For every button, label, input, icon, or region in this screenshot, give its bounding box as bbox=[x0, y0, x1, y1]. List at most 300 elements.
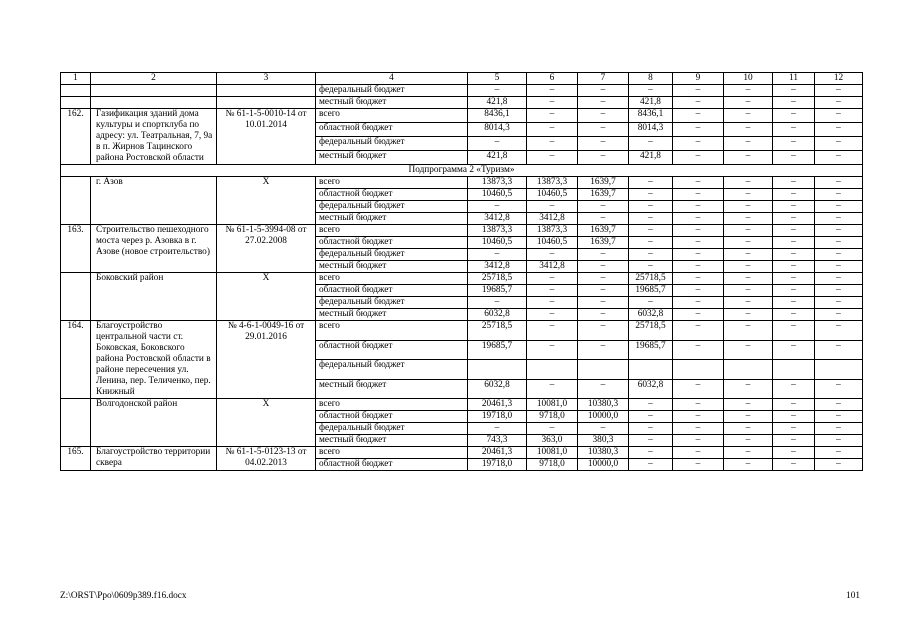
value-cell: – bbox=[724, 459, 773, 471]
table-row bbox=[61, 399, 863, 411]
value-cell: 13873,3 bbox=[468, 225, 527, 237]
value-cell: – bbox=[673, 447, 724, 459]
value-cell: – bbox=[815, 189, 863, 201]
column-number-10: 10 bbox=[724, 73, 773, 85]
value-cell: – bbox=[673, 379, 724, 399]
value-cell: – bbox=[578, 97, 629, 109]
value-cell: 363,0 bbox=[527, 435, 578, 447]
value-cell: – bbox=[773, 459, 815, 471]
value-cell: – bbox=[527, 123, 578, 137]
value-cell: – bbox=[815, 177, 863, 189]
value-cell: – bbox=[724, 273, 773, 285]
value-cell: – bbox=[724, 151, 773, 165]
value-cell: – bbox=[773, 411, 815, 423]
subprogram-row bbox=[61, 165, 863, 177]
value-cell: 19685,7 bbox=[629, 340, 673, 360]
value-cell: – bbox=[724, 123, 773, 137]
value-cell: – bbox=[673, 177, 724, 189]
value-cell: – bbox=[527, 321, 578, 341]
value-cell: – bbox=[527, 109, 578, 123]
value-cell: – bbox=[815, 459, 863, 471]
value-cell: 421,8 bbox=[468, 97, 527, 109]
number-cell bbox=[61, 97, 91, 109]
funding-source-cell: всего bbox=[316, 321, 468, 341]
value-cell: – bbox=[724, 85, 773, 97]
value-cell: – bbox=[673, 97, 724, 109]
funding-source-cell: местный бюджет bbox=[316, 261, 468, 273]
value-cell: 6032,8 bbox=[468, 309, 527, 321]
table-row bbox=[61, 273, 863, 285]
funding-source-cell: всего bbox=[316, 447, 468, 459]
value-cell: – bbox=[578, 321, 629, 341]
funding-source-cell: федеральный бюджет bbox=[316, 249, 468, 261]
value-cell: 25718,5 bbox=[468, 321, 527, 341]
value-cell: 8436,1 bbox=[629, 109, 673, 123]
value-cell: – bbox=[815, 447, 863, 459]
value-cell: – bbox=[724, 297, 773, 309]
value-cell: – bbox=[468, 137, 527, 151]
value-cell: – bbox=[724, 237, 773, 249]
document-cell bbox=[217, 97, 316, 109]
value-cell: – bbox=[773, 123, 815, 137]
value-cell: – bbox=[815, 340, 863, 360]
value-cell: – bbox=[527, 201, 578, 213]
funding-source-cell: областной бюджет bbox=[316, 123, 468, 137]
funding-source-cell: областной бюджет bbox=[316, 411, 468, 423]
value-cell: 6032,8 bbox=[629, 379, 673, 399]
table-body bbox=[61, 73, 863, 471]
value-cell: – bbox=[773, 423, 815, 435]
column-number-12: 12 bbox=[815, 73, 863, 85]
footer-page-number: 101 bbox=[846, 591, 860, 601]
value-cell: – bbox=[773, 109, 815, 123]
value-cell: – bbox=[578, 249, 629, 261]
value-cell: – bbox=[815, 123, 863, 137]
value-cell: – bbox=[773, 97, 815, 109]
value-cell: – bbox=[673, 213, 724, 225]
value-cell: – bbox=[773, 137, 815, 151]
value-cell: – bbox=[724, 261, 773, 273]
value-cell: – bbox=[629, 213, 673, 225]
value-cell: – bbox=[724, 225, 773, 237]
value-cell: 25718,5 bbox=[629, 321, 673, 341]
value-cell: – bbox=[673, 411, 724, 423]
document-x-cell: Х bbox=[217, 177, 316, 225]
value-cell: – bbox=[815, 261, 863, 273]
value-cell: 1639,7 bbox=[578, 189, 629, 201]
value-cell: 10380,3 bbox=[578, 447, 629, 459]
document-x-cell: Х bbox=[217, 273, 316, 321]
value-cell: – bbox=[527, 137, 578, 151]
funding-source-cell: федеральный бюджет bbox=[316, 297, 468, 309]
value-cell: – bbox=[815, 273, 863, 285]
value-cell: – bbox=[815, 321, 863, 341]
value-cell: – bbox=[773, 189, 815, 201]
value-cell: – bbox=[468, 85, 527, 97]
value-cell: 8014,3 bbox=[468, 123, 527, 137]
value-cell: – bbox=[578, 85, 629, 97]
value-cell: – bbox=[724, 399, 773, 411]
value-cell: 1639,7 bbox=[578, 177, 629, 189]
value-cell: – bbox=[773, 177, 815, 189]
column-number-3: 3 bbox=[217, 73, 316, 85]
value-cell: – bbox=[724, 411, 773, 423]
value-cell: 380,3 bbox=[578, 435, 629, 447]
value-cell bbox=[468, 360, 527, 380]
value-cell: – bbox=[629, 189, 673, 201]
column-number-9: 9 bbox=[673, 73, 724, 85]
value-cell: – bbox=[468, 297, 527, 309]
funding-source-cell: областной бюджет bbox=[316, 340, 468, 360]
value-cell: 743,3 bbox=[468, 435, 527, 447]
funding-source-cell: областной бюджет bbox=[316, 237, 468, 249]
value-cell: – bbox=[527, 151, 578, 165]
value-cell: – bbox=[815, 435, 863, 447]
funding-source-cell: всего bbox=[316, 273, 468, 285]
funding-source-cell: всего bbox=[316, 109, 468, 123]
object-name-cell: Строительство пешеходного моста через р. Азовка в г. Азове (новое строительство) bbox=[91, 225, 217, 273]
value-cell: – bbox=[629, 447, 673, 459]
value-cell: 19718,0 bbox=[468, 411, 527, 423]
value-cell: – bbox=[724, 201, 773, 213]
value-cell bbox=[527, 360, 578, 380]
value-cell: – bbox=[527, 379, 578, 399]
value-cell: – bbox=[773, 379, 815, 399]
value-cell: – bbox=[815, 151, 863, 165]
funding-source-cell: всего bbox=[316, 399, 468, 411]
value-cell: – bbox=[527, 273, 578, 285]
value-cell: 10460,5 bbox=[468, 237, 527, 249]
funding-source-cell: местный бюджет bbox=[316, 309, 468, 321]
column-number-6: 6 bbox=[527, 73, 578, 85]
value-cell: – bbox=[629, 85, 673, 97]
value-cell: – bbox=[673, 137, 724, 151]
value-cell: – bbox=[629, 249, 673, 261]
value-cell: – bbox=[629, 225, 673, 237]
value-cell: – bbox=[527, 423, 578, 435]
value-cell: – bbox=[527, 285, 578, 297]
value-cell: – bbox=[578, 261, 629, 273]
number-cell bbox=[61, 85, 91, 97]
value-cell: – bbox=[673, 435, 724, 447]
value-cell: 6032,8 bbox=[468, 379, 527, 399]
table-row bbox=[61, 109, 863, 123]
value-cell: – bbox=[773, 435, 815, 447]
value-cell: – bbox=[578, 151, 629, 165]
value-cell: – bbox=[673, 85, 724, 97]
value-cell: 10460,5 bbox=[527, 189, 578, 201]
value-cell: – bbox=[773, 85, 815, 97]
value-cell: – bbox=[815, 213, 863, 225]
value-cell: – bbox=[773, 151, 815, 165]
value-cell: – bbox=[673, 261, 724, 273]
value-cell: 9718,0 bbox=[527, 411, 578, 423]
row-number-cell: 164. bbox=[61, 321, 91, 399]
value-cell: – bbox=[527, 297, 578, 309]
table-row bbox=[61, 225, 863, 237]
document-number-cell: № 61-1-5-0010-14 от 10.01.2014 bbox=[217, 109, 316, 165]
value-cell: – bbox=[724, 213, 773, 225]
value-cell: 3412,8 bbox=[527, 261, 578, 273]
funding-source-cell: областной бюджет bbox=[316, 189, 468, 201]
value-cell: – bbox=[724, 379, 773, 399]
column-number-2: 2 bbox=[91, 73, 217, 85]
value-cell: – bbox=[673, 340, 724, 360]
subprogram-title: Подпрограмма 2 «Туризм» bbox=[61, 165, 863, 177]
value-cell: – bbox=[773, 201, 815, 213]
budget-table bbox=[60, 72, 863, 471]
value-cell: – bbox=[773, 399, 815, 411]
value-cell: – bbox=[724, 340, 773, 360]
value-cell: – bbox=[629, 137, 673, 151]
value-cell: 19718,0 bbox=[468, 459, 527, 471]
row-number-cell bbox=[61, 273, 91, 321]
value-cell: – bbox=[673, 189, 724, 201]
value-cell: – bbox=[773, 249, 815, 261]
value-cell: – bbox=[724, 109, 773, 123]
funding-source-cell: местный бюджет bbox=[316, 151, 468, 165]
value-cell: – bbox=[815, 237, 863, 249]
value-cell: 10000,0 bbox=[578, 411, 629, 423]
value-cell: 10460,5 bbox=[468, 189, 527, 201]
footer-file-path: Z:\ORST\Ppo\0609p389.f16.docx bbox=[60, 591, 187, 601]
value-cell: 10081,0 bbox=[527, 399, 578, 411]
value-cell: 421,8 bbox=[468, 151, 527, 165]
value-cell: 13873,3 bbox=[468, 177, 527, 189]
funding-source-cell: областной бюджет bbox=[316, 459, 468, 471]
value-cell: – bbox=[673, 151, 724, 165]
row-number-cell bbox=[61, 177, 91, 225]
value-cell: – bbox=[629, 297, 673, 309]
funding-source-cell: федеральный бюджет bbox=[316, 137, 468, 151]
funding-source-cell: федеральный бюджет bbox=[316, 360, 468, 380]
value-cell: – bbox=[815, 411, 863, 423]
value-cell: 10000,0 bbox=[578, 459, 629, 471]
value-cell: – bbox=[673, 201, 724, 213]
value-cell bbox=[773, 360, 815, 380]
funding-source-cell: федеральный бюджет bbox=[316, 423, 468, 435]
value-cell: – bbox=[673, 321, 724, 341]
column-number-8: 8 bbox=[629, 73, 673, 85]
column-number-5: 5 bbox=[468, 73, 527, 85]
document-x-cell: Х bbox=[217, 399, 316, 447]
value-cell: – bbox=[629, 435, 673, 447]
value-cell: 19685,7 bbox=[468, 340, 527, 360]
value-cell: – bbox=[527, 97, 578, 109]
value-cell: – bbox=[724, 249, 773, 261]
value-cell: – bbox=[815, 423, 863, 435]
funding-source-cell: местный бюджет bbox=[316, 97, 468, 109]
column-number-4: 4 bbox=[316, 73, 468, 85]
value-cell: 8014,3 bbox=[629, 123, 673, 137]
value-cell: – bbox=[815, 201, 863, 213]
document-number-cell: № 61-1-5-0123-13 от 04.02.2013 bbox=[217, 447, 316, 471]
table-row bbox=[61, 321, 863, 341]
value-cell: – bbox=[724, 189, 773, 201]
value-cell: 20461,3 bbox=[468, 399, 527, 411]
value-cell: – bbox=[578, 201, 629, 213]
value-cell: 3412,8 bbox=[468, 261, 527, 273]
object-name-cell bbox=[91, 97, 217, 109]
value-cell: – bbox=[724, 285, 773, 297]
object-name-cell bbox=[91, 85, 217, 97]
funding-source-cell: всего bbox=[316, 177, 468, 189]
value-cell: – bbox=[468, 249, 527, 261]
object-name-cell: Благоустройство центральной части ст. Боковская, Боковского района Ростовской области в районе пересечения ул. Ленина, пер. Теличенко, пер. Книжный bbox=[91, 321, 217, 399]
value-cell: – bbox=[724, 423, 773, 435]
value-cell: – bbox=[815, 297, 863, 309]
funding-source-cell: местный бюджет bbox=[316, 435, 468, 447]
table-row bbox=[61, 97, 863, 109]
district-name-cell: Волгодонской район bbox=[91, 399, 217, 447]
value-cell: 19685,7 bbox=[468, 285, 527, 297]
district-name-cell: г. Азов bbox=[91, 177, 217, 225]
value-cell bbox=[578, 360, 629, 380]
value-cell: – bbox=[773, 261, 815, 273]
value-cell: – bbox=[673, 109, 724, 123]
value-cell bbox=[673, 360, 724, 380]
table-row bbox=[61, 447, 863, 459]
header-row bbox=[61, 73, 863, 85]
value-cell: 1639,7 bbox=[578, 225, 629, 237]
row-number-cell: 163. bbox=[61, 225, 91, 273]
value-cell: – bbox=[673, 399, 724, 411]
value-cell: – bbox=[578, 309, 629, 321]
value-cell: – bbox=[724, 447, 773, 459]
value-cell: – bbox=[815, 109, 863, 123]
funding-source-cell: федеральный бюджет bbox=[316, 85, 468, 97]
value-cell: – bbox=[724, 435, 773, 447]
value-cell: – bbox=[527, 340, 578, 360]
value-cell: 10081,0 bbox=[527, 447, 578, 459]
value-cell: – bbox=[815, 399, 863, 411]
value-cell: – bbox=[815, 85, 863, 97]
value-cell: – bbox=[673, 459, 724, 471]
value-cell: – bbox=[629, 459, 673, 471]
document-number-cell: № 61-1-5-3994-08 от 27.02.2008 bbox=[217, 225, 316, 273]
value-cell: 10460,5 bbox=[527, 237, 578, 249]
value-cell: 3412,8 bbox=[527, 213, 578, 225]
table-row bbox=[61, 85, 863, 97]
value-cell: – bbox=[673, 309, 724, 321]
value-cell: 1639,7 bbox=[578, 237, 629, 249]
value-cell: 3412,8 bbox=[468, 213, 527, 225]
row-number-cell bbox=[61, 399, 91, 447]
column-number-7: 7 bbox=[578, 73, 629, 85]
object-name-cell: Благоустройство территории сквера bbox=[91, 447, 217, 471]
value-cell: – bbox=[773, 237, 815, 249]
value-cell: 421,8 bbox=[629, 97, 673, 109]
value-cell: 8436,1 bbox=[468, 109, 527, 123]
row-number-cell: 165. bbox=[61, 447, 91, 471]
value-cell: – bbox=[724, 177, 773, 189]
value-cell: – bbox=[815, 309, 863, 321]
value-cell: – bbox=[815, 97, 863, 109]
value-cell: – bbox=[773, 285, 815, 297]
funding-source-cell: местный бюджет bbox=[316, 379, 468, 399]
value-cell: – bbox=[673, 249, 724, 261]
value-cell: – bbox=[527, 249, 578, 261]
value-cell: – bbox=[724, 97, 773, 109]
value-cell: – bbox=[578, 213, 629, 225]
value-cell: 10380,3 bbox=[578, 399, 629, 411]
object-name-cell: Газификация зданий дома культуры и спортклуба по адресу: ул. Театральная, 7, 9а в п. Жирнов Тацинского района Ростовской области bbox=[91, 109, 217, 165]
value-cell: – bbox=[673, 237, 724, 249]
column-number-1: 1 bbox=[61, 73, 91, 85]
value-cell: 20461,3 bbox=[468, 447, 527, 459]
column-number-11: 11 bbox=[773, 73, 815, 85]
value-cell: – bbox=[773, 297, 815, 309]
value-cell: – bbox=[773, 321, 815, 341]
value-cell: – bbox=[773, 309, 815, 321]
value-cell: – bbox=[629, 261, 673, 273]
value-cell: – bbox=[527, 309, 578, 321]
funding-source-cell: федеральный бюджет bbox=[316, 201, 468, 213]
value-cell: – bbox=[673, 123, 724, 137]
value-cell: – bbox=[578, 123, 629, 137]
value-cell: – bbox=[815, 225, 863, 237]
value-cell: – bbox=[815, 137, 863, 151]
value-cell bbox=[629, 360, 673, 380]
value-cell: – bbox=[629, 237, 673, 249]
value-cell: – bbox=[578, 340, 629, 360]
value-cell: – bbox=[673, 423, 724, 435]
value-cell: – bbox=[815, 249, 863, 261]
value-cell: – bbox=[629, 399, 673, 411]
value-cell: – bbox=[673, 297, 724, 309]
value-cell: 421,8 bbox=[629, 151, 673, 165]
value-cell: – bbox=[578, 297, 629, 309]
value-cell: – bbox=[578, 109, 629, 123]
value-cell: – bbox=[578, 379, 629, 399]
funding-source-cell: местный бюджет bbox=[316, 213, 468, 225]
value-cell bbox=[815, 360, 863, 380]
value-cell: 6032,8 bbox=[629, 309, 673, 321]
value-cell: – bbox=[673, 273, 724, 285]
table-row bbox=[61, 177, 863, 189]
value-cell: – bbox=[773, 340, 815, 360]
value-cell: – bbox=[629, 411, 673, 423]
document-cell bbox=[217, 85, 316, 97]
value-cell: – bbox=[629, 201, 673, 213]
value-cell: – bbox=[724, 309, 773, 321]
value-cell: – bbox=[629, 423, 673, 435]
value-cell: – bbox=[578, 285, 629, 297]
funding-source-cell: областной бюджет bbox=[316, 285, 468, 297]
value-cell: – bbox=[629, 177, 673, 189]
value-cell: – bbox=[578, 137, 629, 151]
value-cell: 13873,3 bbox=[527, 225, 578, 237]
value-cell: – bbox=[724, 321, 773, 341]
value-cell: – bbox=[815, 379, 863, 399]
value-cell bbox=[724, 360, 773, 380]
funding-source-cell: всего bbox=[316, 225, 468, 237]
district-name-cell: Боковский район bbox=[91, 273, 217, 321]
value-cell: 19685,7 bbox=[629, 285, 673, 297]
value-cell: – bbox=[773, 447, 815, 459]
document-sheet bbox=[60, 72, 862, 471]
value-cell: – bbox=[578, 423, 629, 435]
document-number-cell: № 4-6-1-0049-16 от 29.01.2016 bbox=[217, 321, 316, 399]
value-cell: – bbox=[673, 225, 724, 237]
value-cell: – bbox=[578, 273, 629, 285]
value-cell: – bbox=[673, 285, 724, 297]
value-cell: 9718,0 bbox=[527, 459, 578, 471]
value-cell: – bbox=[815, 285, 863, 297]
value-cell: – bbox=[773, 213, 815, 225]
value-cell: 25718,5 bbox=[468, 273, 527, 285]
value-cell: – bbox=[724, 137, 773, 151]
